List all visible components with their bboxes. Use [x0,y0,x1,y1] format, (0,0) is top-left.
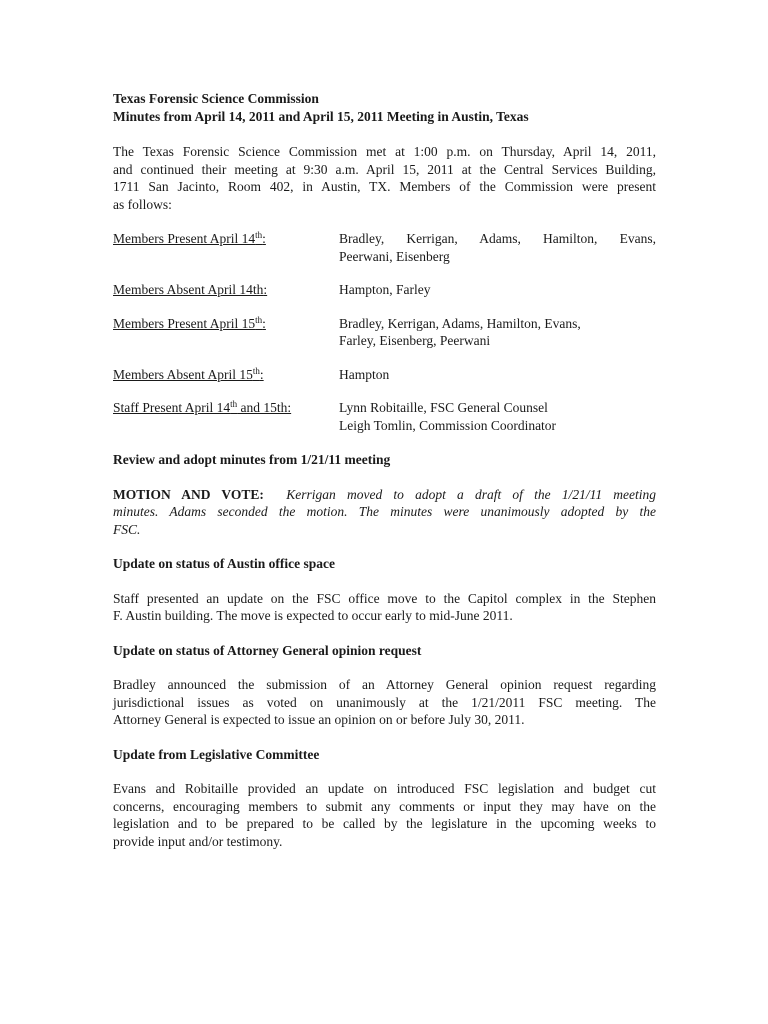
org-title: Texas Forensic Science Commission [113,91,319,106]
attendance-label: Members Present April 15th: [113,314,266,331]
attendance-value: Hampton [339,366,390,382]
attendance-row [113,399,656,434]
document-body [113,90,656,850]
intro-line: The Texas Forensic Science Commission met at 1:00 p.m. on Thursday, April 14, 2011, [113,144,656,159]
section-paragraph: Bradley announced the submission of an Attorney General opinion request regarding jurisdictional issues as voted on unanimously at the 1/21/2011 FSC meeting. The Attorney General is expected to issue an opinion on or before July 30, 2011. [113,677,656,727]
attendance-value: Lynn Robitaille, FSC General Counsel Leigh Tomlin, Commission Coordinator [339,400,557,433]
document-subtitle: Minutes from April 14, 2011 and April 15, 2011 Meeting in Austin, Texas [113,108,529,124]
section-paragraph: Staff presented an update on the FSC office move to the Capitol complex in the Stephen F. Austin building. The move is expected to occur early to mid-June 2011. [113,590,656,623]
attendance-row [113,230,656,265]
attendance-row [113,366,656,384]
motion-text: Kerrigan moved to adopt a draft of the 1/21/11 meeting [286,486,656,502]
attendance-label: Members Present April 14th: [113,230,266,246]
section-heading: Update on status of Austin office space [113,556,336,571]
section-heading: Update on status of Attorney General opinion request [113,642,422,658]
attendance-value: Hampton, Farley [339,282,431,297]
attendance-label: Members Absent April 14th: [113,282,268,297]
attendance-value: Bradley, Kerrigan, Adams, Hamilton, Evans, Peerwani, Eisenberg [339,231,656,264]
intro-line: 1711 San Jacinto, Room 402, in Austin, TX. Members of the Commission were present [113,179,656,194]
motion-text: minutes. Adams seconded the motion. The minutes were unanimously adopted by the [113,504,656,519]
intro-line: and continued their meeting at 9:30 a.m. April 15, 2011 at the Central Services Building, [113,161,656,177]
section-heading: Update from Legislative Committee [113,746,320,762]
motion-label: MOTION AND VOTE: [113,486,264,502]
section-heading: Review and adopt minutes from 1/21/11 meeting [113,452,391,467]
section-paragraph: Evans and Robitaille provided an update on introduced FSC legislation and budget cut concerns, encouraging members to submit any comments or input they may have on the legislation and to be prepared to be called by the legislature in the upcoming weeks to provide input and/or testimony. [113,781,656,849]
attendance-row [113,281,656,299]
attendance-value: Bradley, Kerrigan, Adams, Hamilton, Evans, Farley, Eisenberg, Peerwani [339,315,581,348]
attendance-label: Members Absent April 15th: [113,365,264,382]
attendance-row [113,315,656,350]
motion-text: FSC. [113,521,141,537]
attendance-label: Staff Present April 14th and 15th: [113,399,292,415]
motion-paragraph [113,486,656,539]
intro-paragraph [113,143,656,213]
intro-line: as follows: [113,196,172,212]
